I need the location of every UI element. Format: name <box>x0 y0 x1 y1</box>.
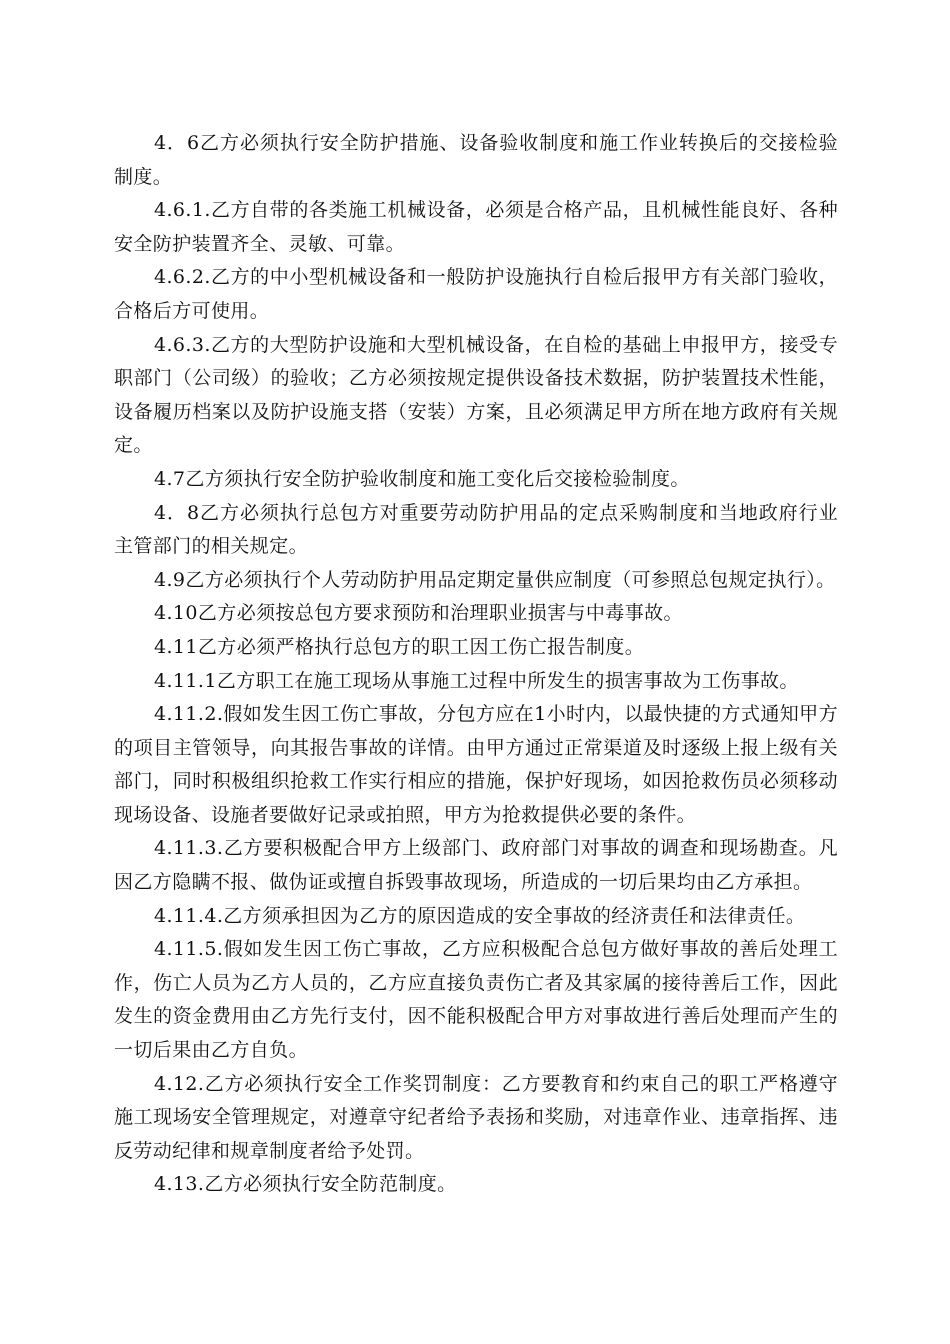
paragraph-4-9: 4.9乙方必须执行个人劳动防护用品定期定量供应制度（可参照总包规定执行）。 <box>154 568 836 591</box>
paragraph-4-6-2: 4.6.2.乙方的中小型机械设备和一般防护设施执行自检后报甲方有关部门验收，合格后方可使用。 <box>114 266 838 322</box>
paragraph-4-11: 4.11乙方必须严格执行总包方的职工因工伤亡报告制度。 <box>154 635 645 658</box>
paragraph-4-12: 4.12.乙方必须执行安全工作奖罚制度：乙方要教育和约束自己的职工严格遵守施工现场安全管理规定，对遵章守纪者给予表扬和奖励，对违章作业、违章指挥、违反劳动纪律和规章制度者给予处罚。 <box>114 1072 838 1162</box>
paragraph-4-6-3: 4.6.3.乙方的大型防护设施和大型机械设备，在自检的基础上申报甲方，接受专职部门（公司级）的验收；乙方必须按规定提供设备技术数据，防护装置技术性能，设备履历档案以及防护设施支搭（安装）方案，且必须满足甲方所在地方政府有关规定。 <box>114 333 838 457</box>
paragraph-4-7: 4.7乙方须执行安全防护验收制度和施工变化后交接检验制度。 <box>154 467 690 490</box>
paragraph-4-10: 4.10乙方必须按总包方要求预防和治理职业损害与中毒事故。 <box>154 602 683 625</box>
paragraph-4-11-2: 4.11.2.假如发生因工伤亡事故，分包方应在1小时内，以最快捷的方式通知甲方的项目主管领导，向其报告事故的详情。由甲方通过正常渠道及时逐级上报上级有关部门，同时积极组织抢救工作实行相应的措施，保护好现场，如因抢救伤员必须移动现场设备、设施者要做好记录或拍照，甲方为抢救提供必要的条件。 <box>114 703 838 826</box>
document-body <box>114 127 838 1202</box>
paragraph-4-11-4: 4.11.4.乙方须承担因为乙方的原因造成的安全事故的经济责任和法律责任。 <box>154 904 806 927</box>
paragraph-4-13: 4.13.乙方必须执行安全防范制度。 <box>154 1173 457 1196</box>
paragraph-4-6: 4．6乙方必须执行安全防护措施、设备验收制度和施工作业转换后的交接检验制度。 <box>114 132 838 188</box>
paragraph-4-11-1: 4.11.1乙方职工在施工现场从事施工过程中所发生的损害事故为工伤事故。 <box>154 669 799 692</box>
paragraph-4-11-3: 4.11.3.乙方要积极配合甲方上级部门、政府部门对事故的调查和现场勘查。凡因乙方隐瞒不报、做伪证或擅自拆毁事故现场，所造成的一切后果均由乙方承担。 <box>114 837 838 894</box>
paragraph-4-11-5: 4.11.5.假如发生因工伤亡事故，乙方应积极配合总包方做好事故的善后处理工作，伤亡人员为乙方人员的，乙方应直接负责伤亡者及其家属的接待善后工作，因此发生的资金费用由乙方先行支付，因不能积极配合甲方对事故进行善后处理而产生的一切后果由乙方自负。 <box>114 938 838 1062</box>
paragraph-4-8: 4．8乙方必须执行总包方对重要劳动防护用品的定点采购制度和当地政府行业主管部门的相关规定。 <box>114 501 838 558</box>
paragraph-4-6-1: 4.6.1.乙方自带的各类施工机械设备，必须是合格产品，且机械性能良好、各种安全防护装置齐全、灵敏、可靠。 <box>114 199 838 255</box>
